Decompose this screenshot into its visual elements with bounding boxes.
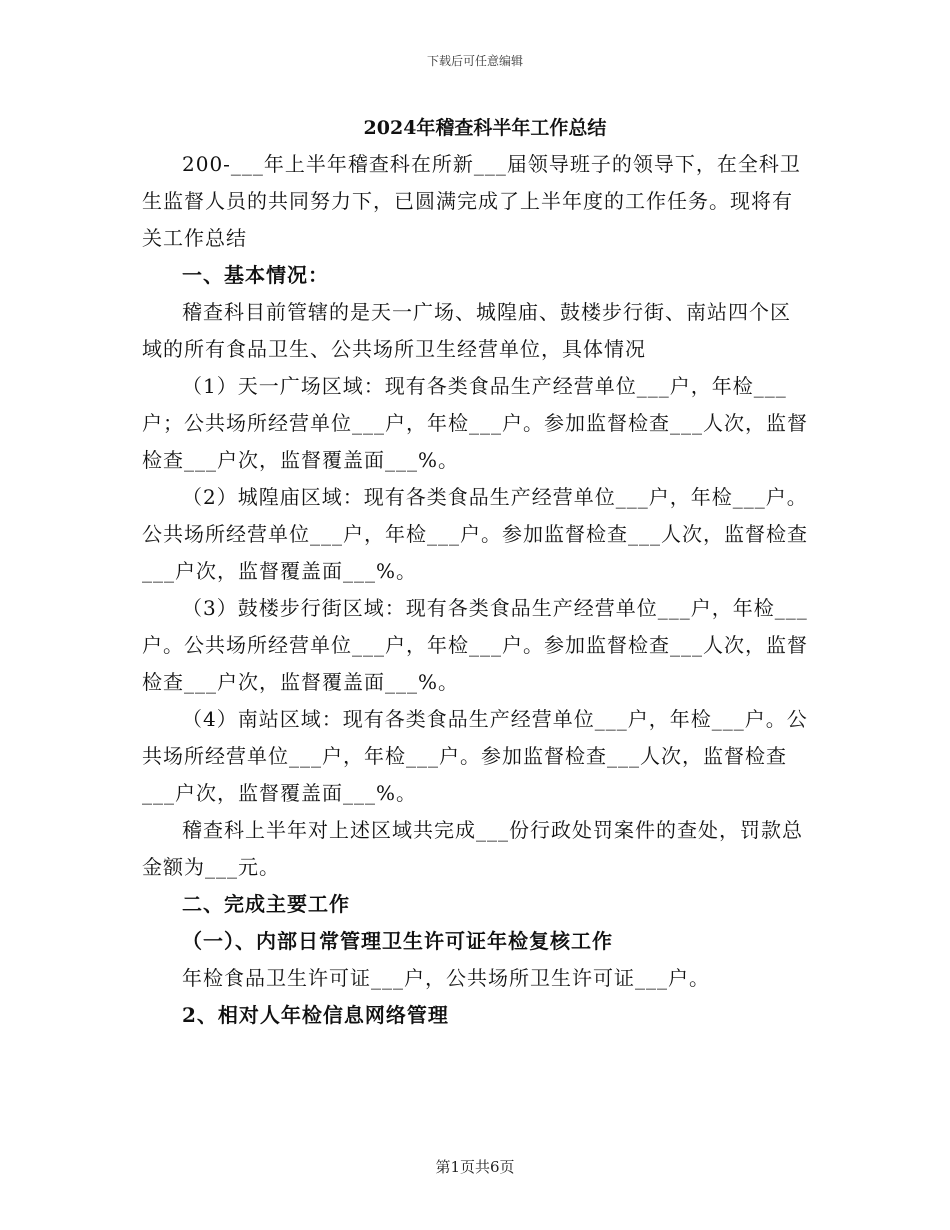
paragraph: 年检食品卫生许可证___户，公共场所卫生许可证___户。 (182, 966, 710, 990)
document-body (142, 112, 808, 1034)
paragraph: 200-___年上半年稽查科在所新___届领导班子的领导下，在全科卫生监督人员的共同努力下，已圆满完成了上半年度的工作任务。现将有关工作总结 (142, 152, 801, 250)
paragraph: （1）天一广场区域：现有各类食品生产经营单位___户，年检___户；公共场所经营单位___户，年检___户。参加监督检查___人次，监督检查___户次，监督覆盖面___%。 (142, 374, 808, 472)
paragraph: （2）城隍庙区域：现有各类食品生产经营单位___户，年检___户。公共场所经营单位___户，年检___户。参加监督检查___人次，监督检查___户次，监督覆盖面___%。 (142, 485, 808, 583)
section-heading: 一、基本情况： (182, 263, 329, 287)
section-heading: （一）、内部日常管理卫生许可证年检复核工作 (182, 929, 613, 953)
paragraph: （4）南站区域：现有各类食品生产经营单位___户，年检___户。公共场所经营单位___户，年检___户。参加监督检查___人次，监督检查___户次，监督覆盖面___%。 (142, 707, 808, 805)
paragraph: （3）鼓楼步行街区域：现有各类食品生产经营单位___户，年检___户。公共场所经营单位___户，年检___户。参加监督检查___人次，监督检查___户次，监督覆盖面___%。 (142, 596, 808, 694)
page-header-note: 下载后可任意编辑 (426, 54, 523, 68)
page-number: 第1页共6页 (435, 1158, 515, 1176)
paragraph-list (142, 146, 808, 1034)
section-heading: 二、完成主要工作 (182, 892, 350, 916)
paragraph: 稽查科上半年对上述区域共完成___份行政处罚案件的查处，罚款总金额为___元。 (142, 818, 803, 879)
section-heading: 2、相对人年检信息网络管理 (182, 1003, 449, 1027)
paragraph: 稽查科目前管辖的是天一广场、城隍庙、鼓楼步行街、南站四个区域的所有食品卫生、公共场所卫生经营单位，具体情况 (142, 300, 791, 361)
document-title: 2024年稽查科半年工作总结 (363, 117, 607, 139)
